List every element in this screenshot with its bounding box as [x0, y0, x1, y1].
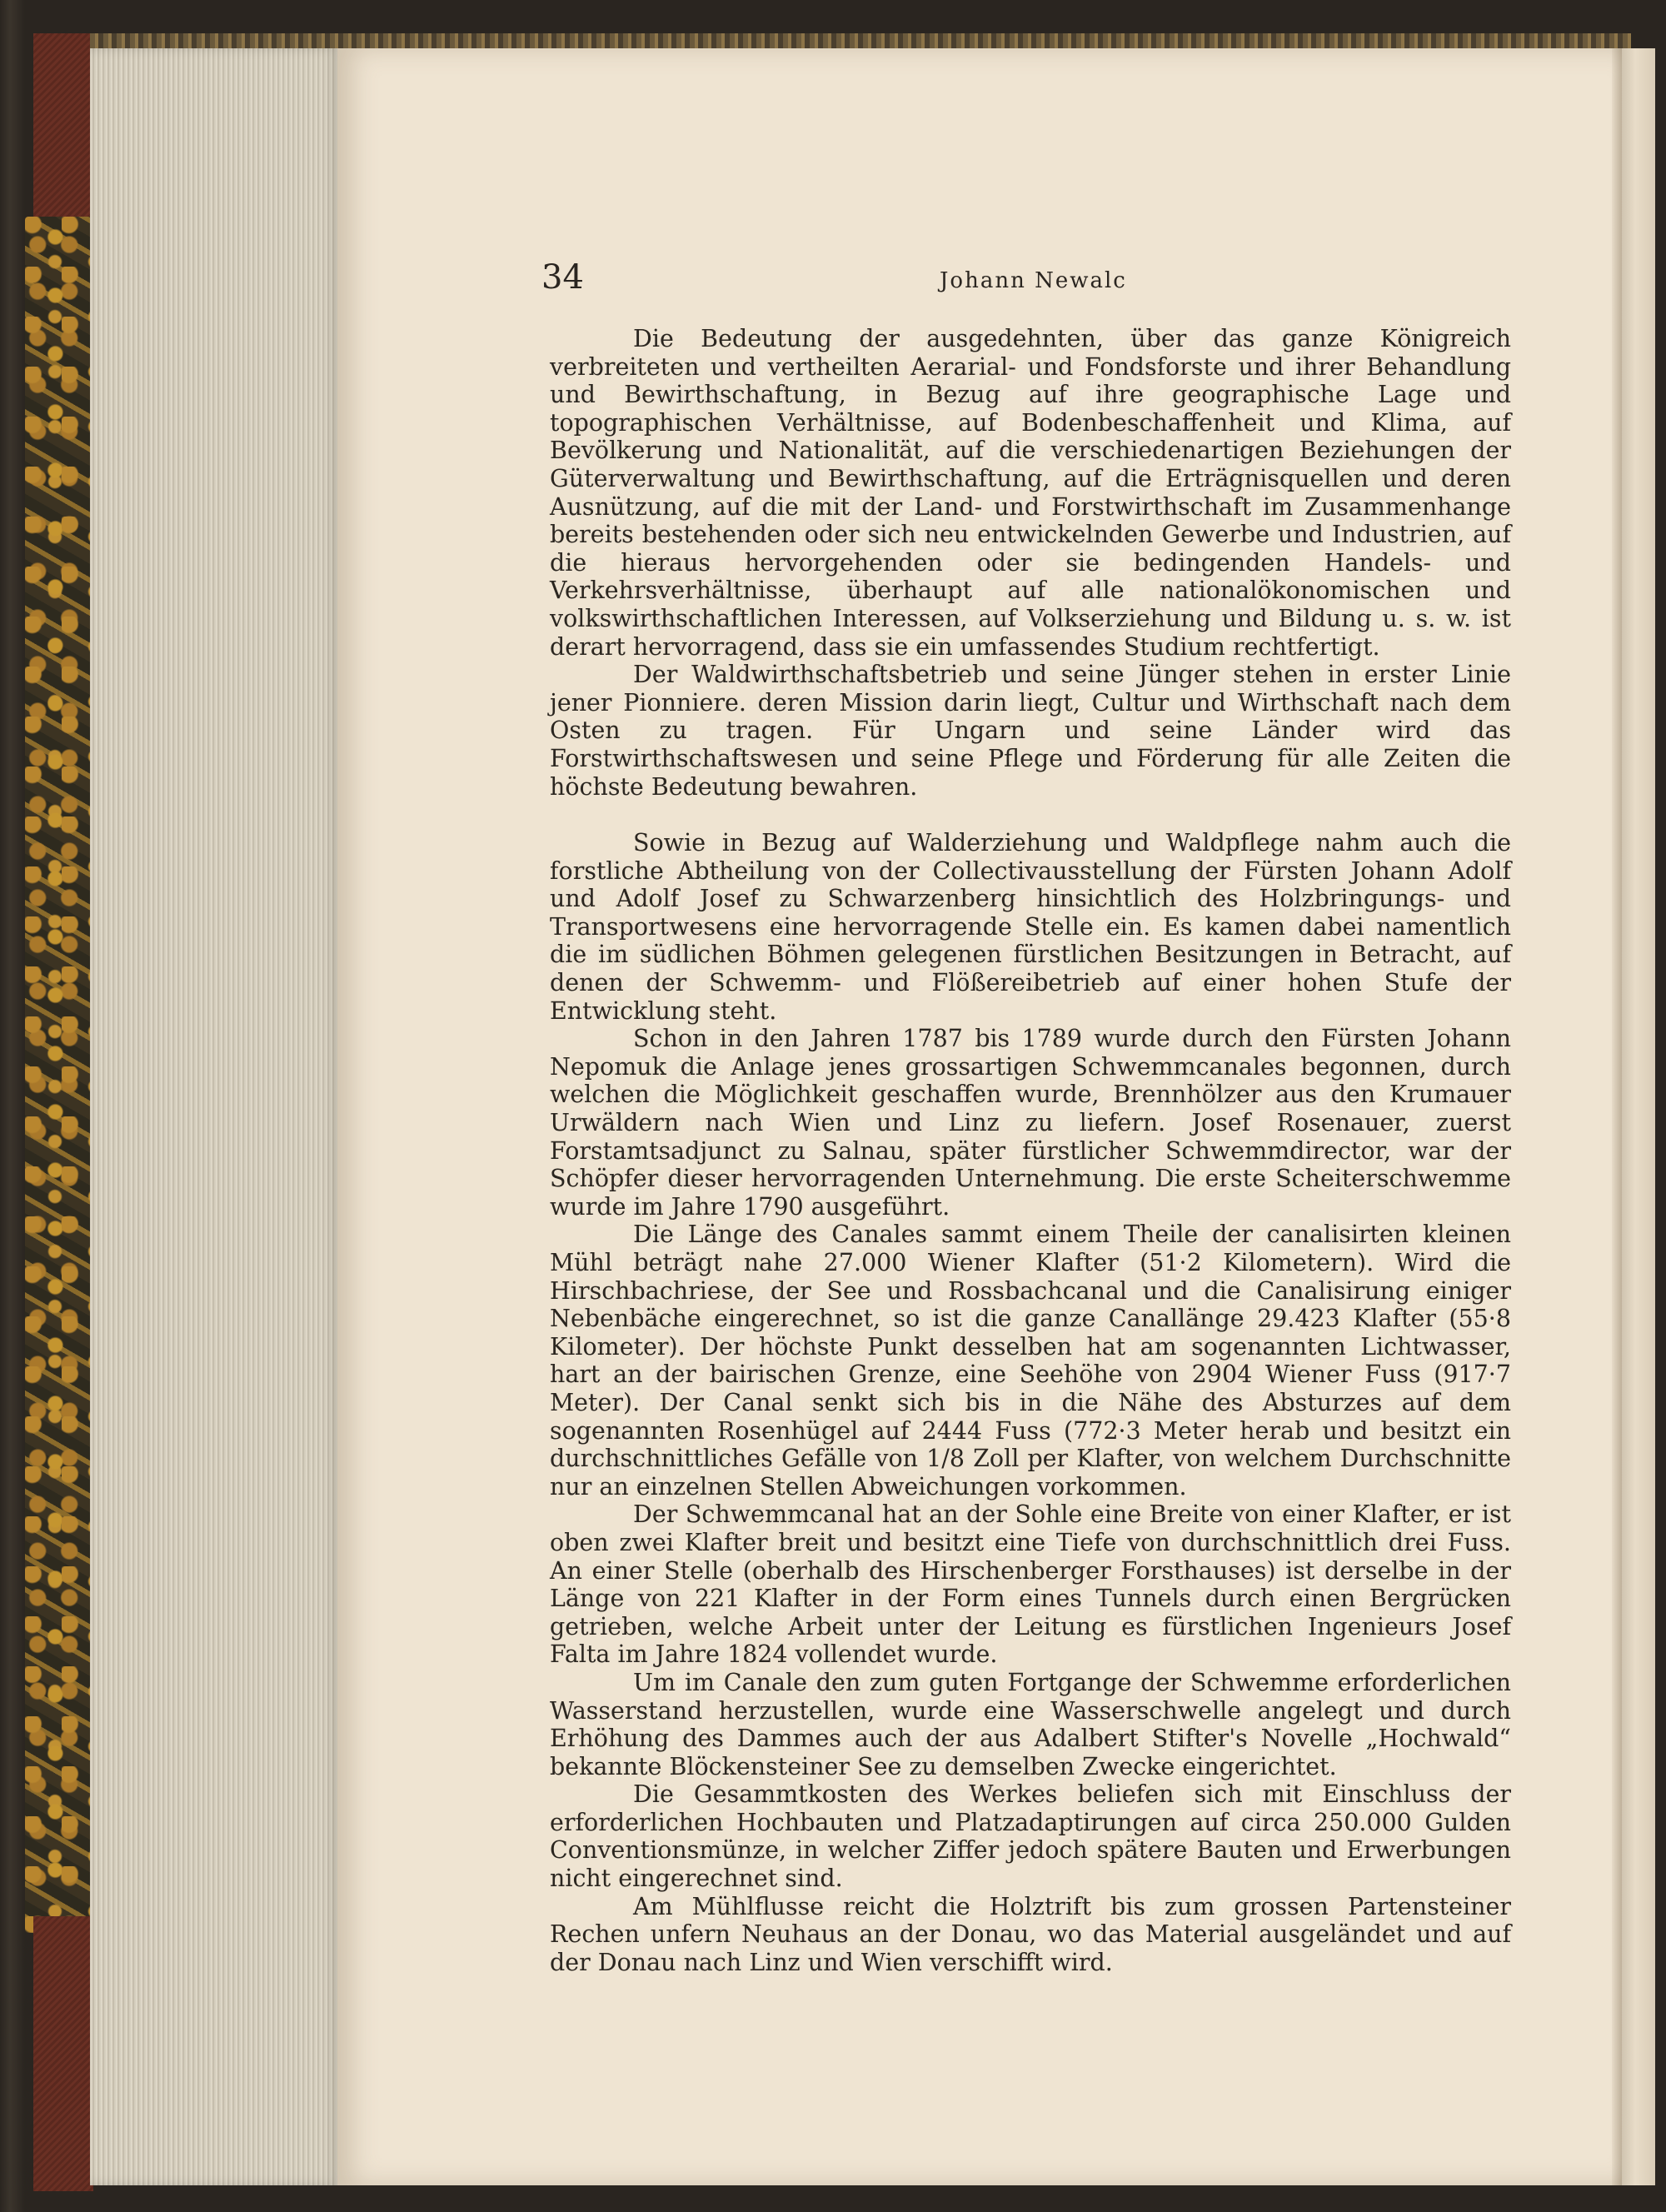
- body-text: [550, 325, 1511, 1976]
- paragraph: Schon in den Jahren 1787 bis 1789 wurde durch den Fürsten Johann Nepomuk die Anlage jenes grossartigen Schwemmcanales begonnen, durch welchen die Möglichkeit geschaffen wurde, Brennhölzer aus den Krumauer Urwäldern nach Wien und Linz zu liefern. Josef Rosenauer, zuerst Forstamtsadjunct zu Salnau, später fürstlicher Schwemmdirector, war der Schöpfer dieser hervorragenden Unternehmung. Die erste Scheiterschwemme wurde im Jahre 1790 ausgeführt.: [550, 1025, 1511, 1221]
- paragraph: Um im Canale den zum guten Fortgange der Schwemme erforderlichen Wasserstand herzustellen, wurde eine Wasserschwelle angelegt und durch Erhöhung des Dammes auch der aus Adalbert Stifter's Novelle „Hochwald“ bekannte Blöckensteiner See zu demselben Zwecke eingerichtet.: [550, 1668, 1511, 1780]
- paragraph: Der Schwemmcanal hat an der Sohle eine Breite von einer Klafter, er ist oben zwei Klafter breit und besitzt eine Tiefe von durchschnittlich drei Fuss. An einer Stelle (oberhalb des Hirschenberger Forsthauses) ist derselbe in der Länge von 221 Klafter in der Form eines Tunnels durch einen Bergrücken getrieben, welche Arbeit unter der Leitung es fürstlichen Ingenieurs Josef Falta im Jahre 1824 vollendet wurde.: [550, 1500, 1511, 1669]
- spine-leather-bottom: [33, 1916, 93, 2191]
- paragraph: Die Gesammtkosten des Werkes beliefen sich mit Einschluss der erforderlichen Hochbauten und Platzadaptirungen auf circa 250.000 Gulden Conventionsmünze, in welcher Ziffer jedoch spätere Bauten und Erwerbungen nicht eingerechnet sind.: [550, 1780, 1511, 1893]
- page-number: 34: [541, 258, 584, 297]
- marbled-cover-edge: [25, 217, 93, 1933]
- page-edges: [90, 48, 340, 2185]
- paragraph: Am Mühlflusse reicht die Holztrift bis zum grossen Partensteiner Rechen unfern Neuhaus an der Donau, wo das Material ausgeländet und auf der Donau nach Linz und Wien verschifft wird.: [550, 1892, 1511, 1976]
- paragraph: Der Waldwirthschaftsbetrieb und seine Jünger stehen in erster Linie jener Pionniere. deren Mission darin liegt, Cultur und Wirthschaft nach dem Osten zu tragen. Für Ungarn und seine Länder wird das Forstwirthschaftswesen und seine Pflege und Förderung für alle Zeiten die höchste Bedeutung bewahren.: [550, 661, 1511, 801]
- paragraph: Sowie in Bezug auf Walderziehung und Waldpflege nahm auch die forstliche Abtheilung von der Collectivausstellung der Fürsten Johann Adolf und Adolf Josef zu Schwarzenberg hinsichtlich des Holzbringungs- und Transportwesens eine hervorragende Stelle ein. Es kamen dabei namentlich die im südlichen Böhmen gelegenen fürstlichen Besitzungen in Betracht, auf denen der Schwemm- und Flößereibetrieb auf einer hohen Stufe der Entwicklung steht.: [550, 829, 1511, 1025]
- facing-page-edge: [1622, 48, 1655, 2185]
- running-head: Johann Newalc: [940, 268, 1127, 293]
- paragraph: Die Bedeutung der ausgedehnten, über das ganze Königreich verbreiteten und vertheilten Aerarial- und Fondsforste und ihrer Behandlung und Bewirthschaftung, in Bezug auf ihre geographische Lage und topographischen Verhältnisse, auf Bodenbeschaffenheit und Klima, auf Bevölkerung und Nationalität, auf die verschiedenartigen Beziehungen der Güterverwaltung und Bewirthschaftung, auf die Erträgnisquellen und deren Ausnützung, auf die mit der Land- und Forstwirthschaft im Zusammenhange bereits bestehenden oder sich neu entwickelnden Gewerbe und Industrien, auf die hieraus hervorgehenden oder sie bedingenden Handels- und Verkehrsverhältnisse, überhaupt auf alle nationalökonomischen und volkswirthschaftlichen Interessen, auf Volkserziehung und Bildung u. s. w. ist derart hervorragend, dass sie ein umfassendes Studium rechtfertigt.: [550, 325, 1511, 661]
- spine-leather-top: [33, 33, 93, 225]
- paragraph: Die Länge des Canales sammt einem Theile der canalisirten kleinen Mühl beträgt nahe 27.000 Wiener Klafter (51·2 Kilometern). Wird die Hirschbachriese, der See und Rossbachcanal und die Canalisirung einiger Nebenbäche eingerechnet, so ist die ganze Canallänge 29.423 Klafter (55·8 Kilometer). Der höchste Punkt desselben hat am sogenannten Lichtwasser, hart an der bairischen Grenze, eine Seehöhe von 2904 Wiener Fuss (917·7 Meter). Der Canal senkt sich bis in die Nähe des Absturzes auf dem sogenannten Rosenhügel auf 2444 Fuss (772·3 Meter herab und besitzt ein durchschnittliches Gefälle von 1/8 Zoll per Klafter, von welchem Durchschnitte nur an einzelnen Stellen Abweichungen vorkommen.: [550, 1221, 1511, 1500]
